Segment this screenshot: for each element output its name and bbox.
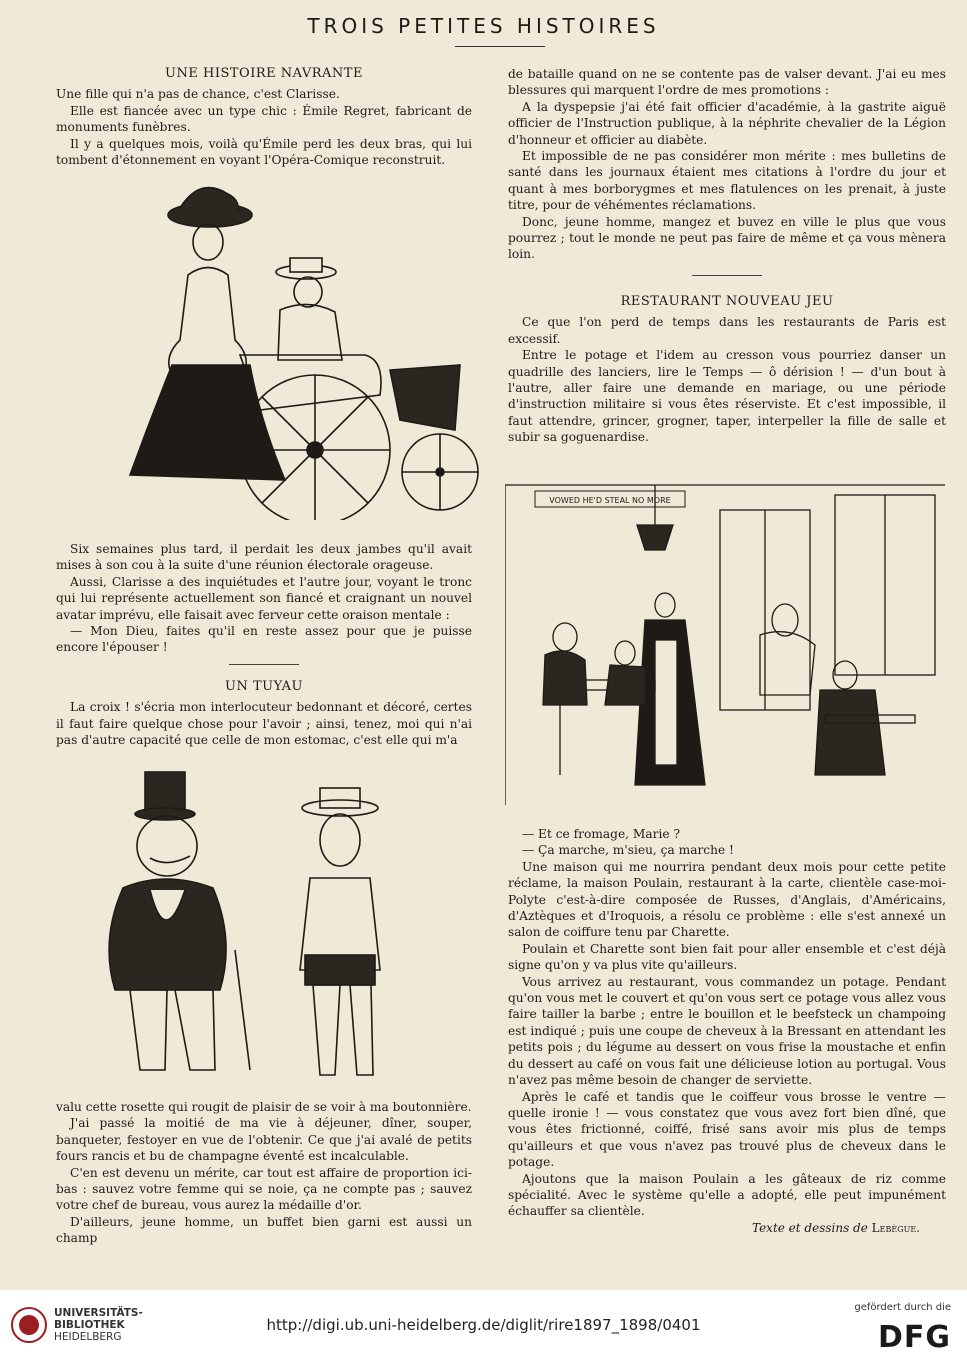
restaurant-illustration: [505, 455, 945, 810]
story1-intro: [56, 66, 472, 168]
story1-p6: — Mon Dieu, faites qu'il en reste assez pour que je puisse encore l'épouser !: [56, 624, 472, 655]
story3-p7: Vous arrivez au restaurant, vous commandez un potage. Pendant qu'on vous met le couvert et qu'on vous sert ce potage vous allez vous faire tailler la barbe ; entre le bouillon et le beefsteck un champoing est indiqué ; puis une coupe de cheveux à la Bressant en attendant les petits pois ; du légume au dessert on vous frise la moustache et enfin du dessert au café on vous fait une délicieuse lotion au portugal. Vous n'avez pas même besoin de changer de serviette.: [508, 974, 946, 1088]
story2-p3: J'ai passé la moitié de ma vie à déjeuner, dîner, souper, banqueter, festoyer en vue de l'obtenir. Ce que j'ai avalé de petits fours rancis et bu de champagne éventé est incalculable.: [56, 1116, 472, 1164]
story2-p6: de bataille quand on ne se contente pas de valser devant. J'ai eu mes blessures qui marquent l'ordre de mes promotions :: [508, 67, 946, 98]
carriage-illustration: [110, 180, 490, 520]
story1-p4: Six semaines plus tard, il perdait les deux jambes qu'il avait mises à son cou à la suite d'une réunion électorale orageuse.: [56, 542, 472, 573]
story3-p5: Une maison qui me nourrira pendant deux mois pour cette petite réclame, la maison Poulain, restaurant à la carte, clientèle case-moi-Polyte c'est-à-dire composée de Russes, d'Anglais, d'Américains, d'Aztèques et d'Iroquois, a résolu ce problème : elle s'est annexé un salon de coiffure tenu par Charette.: [508, 859, 946, 940]
story2-p1: La croix ! s'écria mon interlocuteur bedonnant et décoré, certes il faut faire quelque chose pour l'avoir ; ainsi, tenez, moi qui n'ai pas d'autre capacité que celle de mon estomac, c'est elle qui m'a: [56, 700, 472, 748]
story1-p3: Il y a quelques mois, voilà qu'Émile perd les deux bras, qui lui tombent d'étonnement en voyant l'Opéra-Comique reconstruit.: [56, 136, 472, 168]
credit-prefix: Texte et dessins de: [752, 1220, 868, 1235]
story2-p5: D'ailleurs, jeune homme, un buffet bien garni est aussi un champ: [56, 1214, 472, 1246]
story3-p6: Poulain et Charette sont bien fait pour aller ensemble et c'est déjà signe qu'on y va plus vite qu'ailleurs.: [508, 941, 946, 973]
wall-sign-text: VOWED HE'D STEAL NO MORE: [549, 496, 671, 505]
story3-p1: Ce que l'on perd de temps dans les restaurants de Paris est excessif.: [508, 315, 946, 346]
story2-right: [508, 66, 946, 446]
author-credit: [508, 1220, 946, 1236]
section-ornament: [229, 664, 299, 667]
dfg-logo: DFG: [877, 1320, 951, 1355]
story2-p9: Donc, jeune homme, mangez et buvez en ville le plus que vous pourrez ; tout le monde ne peut pas faire de même et ça vous mènera loin.: [508, 214, 946, 262]
story1-continued: [56, 541, 472, 748]
story1-p2: Elle est fiancée avec un type chic : Émile Regret, fabricant de monuments funèbres.: [56, 103, 472, 135]
digitization-footer: [0, 1290, 967, 1362]
section-ornament: [692, 275, 762, 278]
library-line2: BIBLIOTHEK: [54, 1319, 125, 1331]
funding-label: gefördert durch die: [854, 1302, 951, 1313]
permalink-url[interactable]: http://digi.ub.uni-heidelberg.de/diglit/rire1897_1898/0401: [266, 1316, 701, 1334]
heading-ornament: [455, 46, 545, 49]
woman-skirt: [130, 365, 285, 480]
story3-p3: — Et ce fromage, Marie ?: [522, 827, 680, 841]
story2-p2: valu cette rosette qui rougit de plaisir de se voir à ma boutonnière.: [56, 1100, 472, 1114]
young-man-shorts: [305, 955, 375, 985]
library-line3: HEIDELBERG: [54, 1331, 122, 1343]
story3-continued: [508, 826, 946, 1236]
library-line1: UNIVERSITÄTS-: [54, 1307, 143, 1319]
story2-p7: A la dyspepsie j'ai été fait officier d'académie, à la gastrite aiguë officier de l'Instruction publique, à la néphrite chevalier de la Légion d'honneur et officier au diabète.: [508, 99, 946, 147]
story2-continued: [56, 1099, 472, 1247]
story3-title: RESTAURANT NOUVEAU JEU: [620, 293, 834, 309]
story3-p9: Ajoutons que la maison Poulain a les gâteaux de riz comme spécialité. Avec le système qu'elle a adopté, elle peut impunément échauffer sa clientèle.: [508, 1171, 946, 1219]
story3-p2: Entre le potage et l'idem au cresson vous pourriez danser un quadrille des lanciers, lire le Temps — ô dérision ! — d'un bout à l'autre, aller faire une demande en mariage, ou une période d'instruction militaire si vous êtes réserviste. Et c'est impossible, il faut attendre, grincer, grogner, taper, interpeller la fille de salle et subir sa goguenardise.: [508, 348, 946, 445]
story1-title: UNE HISTOIRE NAVRANTE: [165, 66, 363, 81]
page-heading: TROIS PETITES HISTOIRES: [307, 14, 660, 38]
woman-head: [193, 224, 223, 260]
credit-author: Lebègue.: [871, 1220, 920, 1235]
story3-p8: Après le café et tandis que le coiffeur vous brosse le ventre — quelle ironie ! — vous constatez que vous avez fort bien dîné, que vous êtes frictionné, coiffé, frisé sans avoir mis plus de temps qu'ailleurs et que vous n'avez pas trouvé plus de cheveux dans le potage.: [508, 1089, 946, 1170]
story1-p1: Une fille qui n'a pas de chance, c'est Clarisse.: [56, 87, 340, 102]
two-men-illustration: [95, 770, 465, 1090]
story1-p5: Aussi, Clarisse a des inquiétudes et l'autre jour, voyant le tronc qui lui représente actuellement son fiancé et craignant un nouvel avatar imprévu, elle faisait avec ferveur cette oraison mentale :: [56, 574, 472, 622]
story2-p8: Et impossible de ne pas considérer mon mérite : mes bulletins de santé dans les journaux étaient mes citations à l'ordre du jour et quant à mes borborygmes et mes flatulences on les prenait, à juste titre, pour de véhémentes réclamations.: [508, 149, 946, 213]
story2-title: UN TUYAU: [224, 678, 303, 694]
top-hat: [145, 772, 185, 812]
story3-p4: — Ça marche, m'sieu, ça marche !: [522, 843, 734, 858]
story2-p4: C'en est devenu un mérite, car tout est affaire de proportion ici-bas : sauvez votre femme qui se noie, ça ne compte pas ; sauvez votre chef de bureau, vous aurez la médaille d'or.: [56, 1165, 472, 1213]
